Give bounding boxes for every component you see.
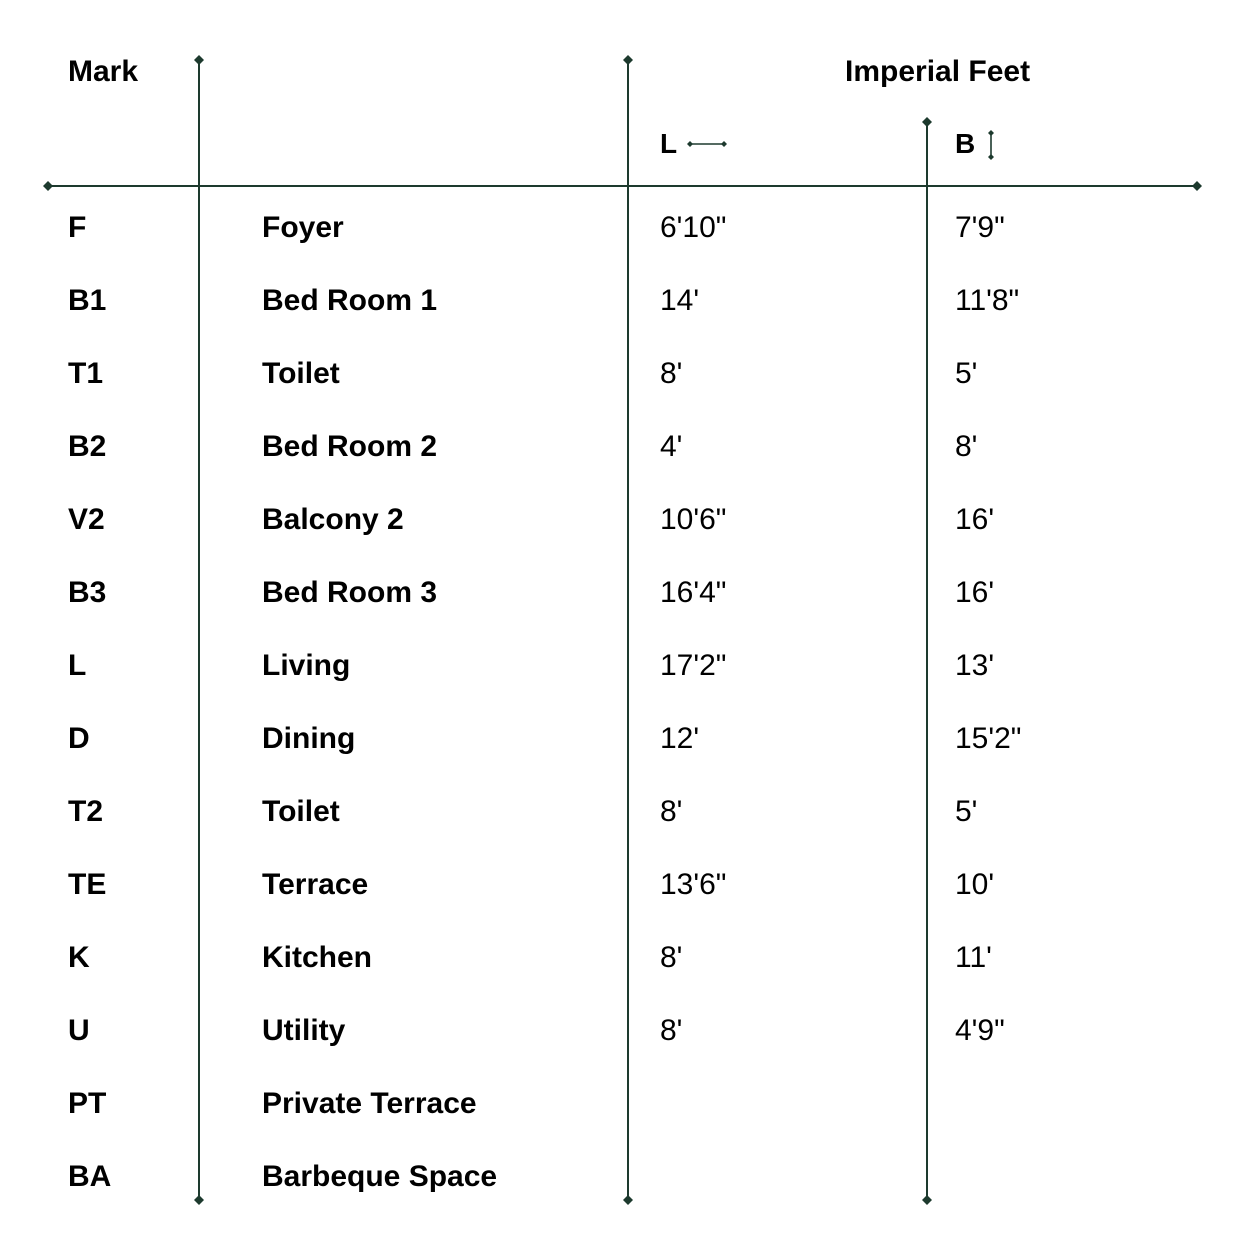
row-room-name: Dining	[262, 722, 356, 755]
row-room-name: Bed Room 3	[262, 576, 438, 609]
row-length: 8'	[660, 795, 683, 828]
row-mark: K	[68, 941, 90, 974]
row-mark: T2	[68, 795, 104, 828]
vertical-arrow-icon	[984, 129, 998, 161]
row-length: 13'6"	[660, 868, 727, 901]
row-mark: B2	[68, 430, 107, 463]
table-row	[0, 1159, 1239, 1232]
table-row	[0, 283, 1239, 356]
length-column-header: L	[660, 128, 678, 159]
rule-end-cap	[1192, 181, 1202, 191]
table-row	[0, 721, 1239, 794]
table-row	[0, 575, 1239, 648]
row-length: 10'6"	[660, 503, 727, 536]
table-row	[0, 1013, 1239, 1086]
row-breadth: 15'2"	[955, 722, 1022, 755]
row-room-name: Bed Room 2	[262, 430, 438, 463]
row-length: 17'2"	[660, 649, 727, 682]
row-length: 8'	[660, 941, 683, 974]
row-room-name: Terrace	[262, 868, 369, 901]
row-length: 14'	[660, 284, 700, 317]
table-row	[0, 429, 1239, 502]
table-row	[0, 210, 1239, 283]
table-row	[0, 648, 1239, 721]
row-room-name: Kitchen	[262, 941, 373, 974]
breadth-column-header: B	[955, 128, 976, 159]
row-room-name: Foyer	[262, 211, 344, 244]
rule-end-cap	[43, 181, 53, 191]
row-breadth: 16'	[955, 503, 995, 536]
row-length: 8'	[660, 357, 683, 390]
row-mark: L	[68, 649, 87, 682]
row-mark: V2	[68, 503, 105, 536]
row-room-name: Balcony 2	[262, 503, 404, 536]
row-breadth: 5'	[955, 357, 978, 390]
table-row	[0, 1086, 1239, 1159]
row-breadth: 11'8"	[955, 284, 1020, 317]
table-row	[0, 356, 1239, 429]
row-length: 12'	[660, 722, 700, 755]
row-room-name: Utility	[262, 1014, 346, 1047]
row-length: 4'	[660, 430, 683, 463]
row-breadth: 10'	[955, 868, 995, 901]
row-mark: F	[68, 211, 87, 244]
row-breadth: 7'9"	[955, 211, 1005, 244]
row-length: 8'	[660, 1014, 683, 1047]
table-row	[0, 940, 1239, 1013]
table-row	[0, 794, 1239, 867]
divider-end-cap	[623, 55, 633, 65]
row-mark: U	[68, 1014, 90, 1047]
row-mark: PT	[68, 1087, 107, 1120]
row-mark: B1	[68, 284, 107, 317]
row-breadth: 4'9"	[955, 1014, 1005, 1047]
row-length: 16'4"	[660, 576, 727, 609]
row-breadth: 5'	[955, 795, 978, 828]
divider-end-cap	[194, 55, 204, 65]
row-breadth: 8'	[955, 430, 978, 463]
mark-column-header: Mark	[68, 55, 139, 88]
row-room-name: Toilet	[262, 795, 340, 828]
row-mark: BA	[68, 1160, 112, 1193]
row-breadth: 13'	[955, 649, 995, 682]
row-breadth: 11'	[955, 941, 992, 974]
row-room-name: Living	[262, 649, 351, 682]
horizontal-arrow-icon	[686, 136, 728, 152]
imperial-feet-header: Imperial Feet	[845, 55, 1031, 88]
divider-end-cap	[922, 117, 932, 127]
row-room-name: Toilet	[262, 357, 340, 390]
row-length: 6'10"	[660, 211, 727, 244]
row-mark: T1	[68, 357, 104, 390]
table-row	[0, 867, 1239, 940]
row-mark: B3	[68, 576, 107, 609]
row-mark: D	[68, 722, 90, 755]
row-room-name: Barbeque Space	[262, 1160, 498, 1193]
row-breadth: 16'	[955, 576, 995, 609]
table-row	[0, 502, 1239, 575]
row-room-name: Private Terrace	[262, 1087, 477, 1120]
row-room-name: Bed Room 1	[262, 284, 438, 317]
row-mark: TE	[68, 868, 107, 901]
